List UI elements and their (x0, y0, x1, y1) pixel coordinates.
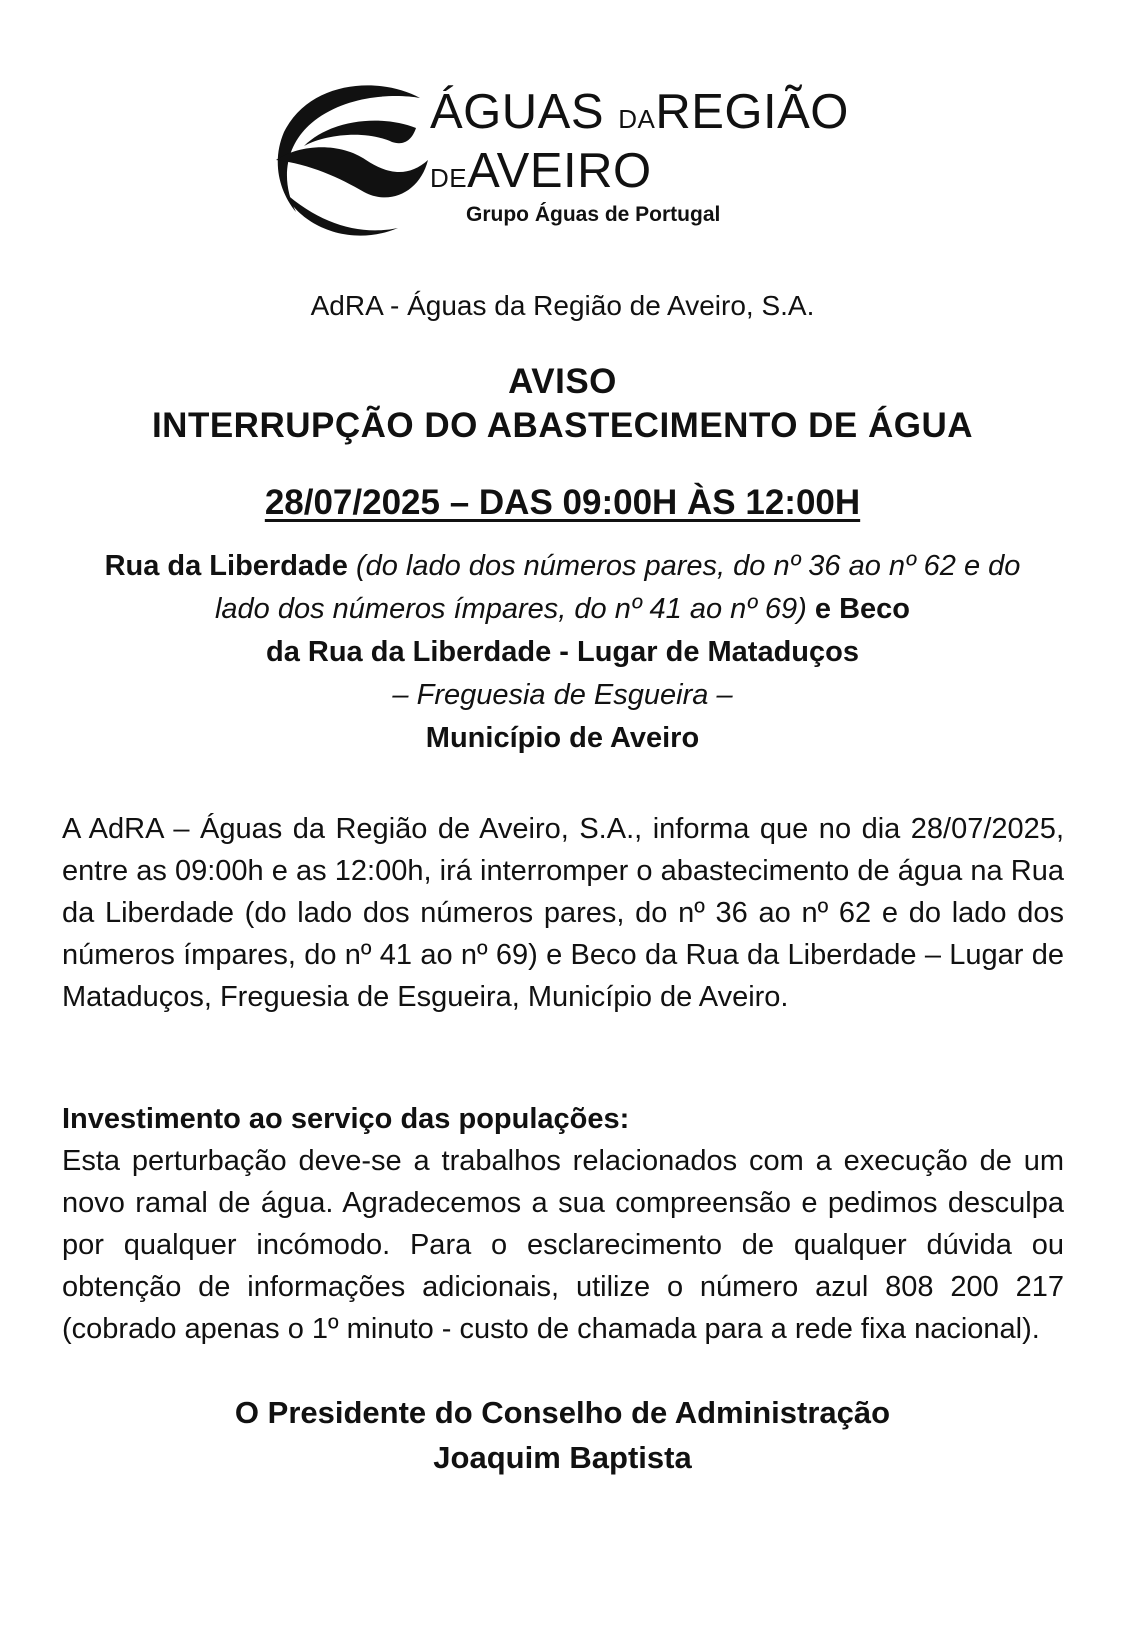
investment-heading: Investimento ao serviço das populações: (62, 1103, 630, 1135)
water-wave-logo-icon (270, 80, 440, 240)
investment-section (62, 1098, 1064, 1350)
location-line3: da Rua da Liberdade - Lugar de Mataduços (266, 636, 859, 668)
logo-word-aveiro: AVEIRO (467, 144, 652, 198)
notice-datetime: 28/07/2025 – DAS 09:00H ÀS 12:00H (264, 483, 861, 522)
notice-paragraph: A AdRA – Águas da Região de Aveiro, S.A., informa que no dia 28/07/2025, entre as 09:00h e as 12:00h, irá interromper o abastecimento de água na Rua da Liberdade (do lado dos números pares, do nº 36 ao nº 62 e do lado dos números ímpares, do nº 41 ao nº 69) e Beco da Rua da Liberdade – Lugar de Mataduços, Freguesia de Esgueira, Município de Aveiro. (62, 813, 1064, 1013)
investment-text: Esta perturbação deve-se a trabalhos relacionados com a execução de um novo ramal de água. Agradecemos a sua compreensão e pedimos desculpa por qualquer incómodo. Para o esclarecimento de qualquer dúvida ou obtenção de informações adicionais, utilize o número azul 808 200 217 (cobrado apenas o 1º minuto - custo de chamada para a rede fixa nacional). (62, 1145, 1064, 1345)
notice-title-block (0, 360, 1125, 448)
location-municipality: Município de Aveiro (425, 722, 700, 754)
company-name: AdRA - Águas da Região de Aveiro, S.A. (310, 290, 815, 321)
logo-word-regiao: REGIÃO (655, 85, 849, 139)
logo-group-name: Grupo Águas de Portugal (466, 203, 721, 226)
signature-name: Joaquim Baptista (433, 1440, 692, 1475)
logo-wordmark (430, 86, 849, 204)
location-detail-line1: (do lado dos números pares, do nº 36 ao nº 62 e do (355, 550, 1021, 582)
notice-subtitle: INTERRUPÇÃO DO ABASTECIMENTO DE ÁGUA (151, 406, 974, 445)
location-connector: e Beco (814, 593, 911, 625)
signature-role: O Presidente do Conselho de Administração (234, 1395, 891, 1430)
affected-location (30, 545, 1095, 760)
logo-word-de: DE (430, 163, 468, 193)
company-logo (270, 80, 870, 240)
notice-title: AVISO (508, 362, 617, 401)
location-parish: – Freguesia de Esgueira – (392, 679, 733, 711)
signature-block (0, 1390, 1125, 1480)
logo-word-aguas: ÁGUAS (430, 85, 605, 139)
logo-word-da: DA (618, 104, 656, 134)
location-detail-line2: lado dos números ímpares, do nº 41 ao nº 69) (214, 593, 807, 625)
location-street: Rua da Liberdade (104, 550, 348, 582)
